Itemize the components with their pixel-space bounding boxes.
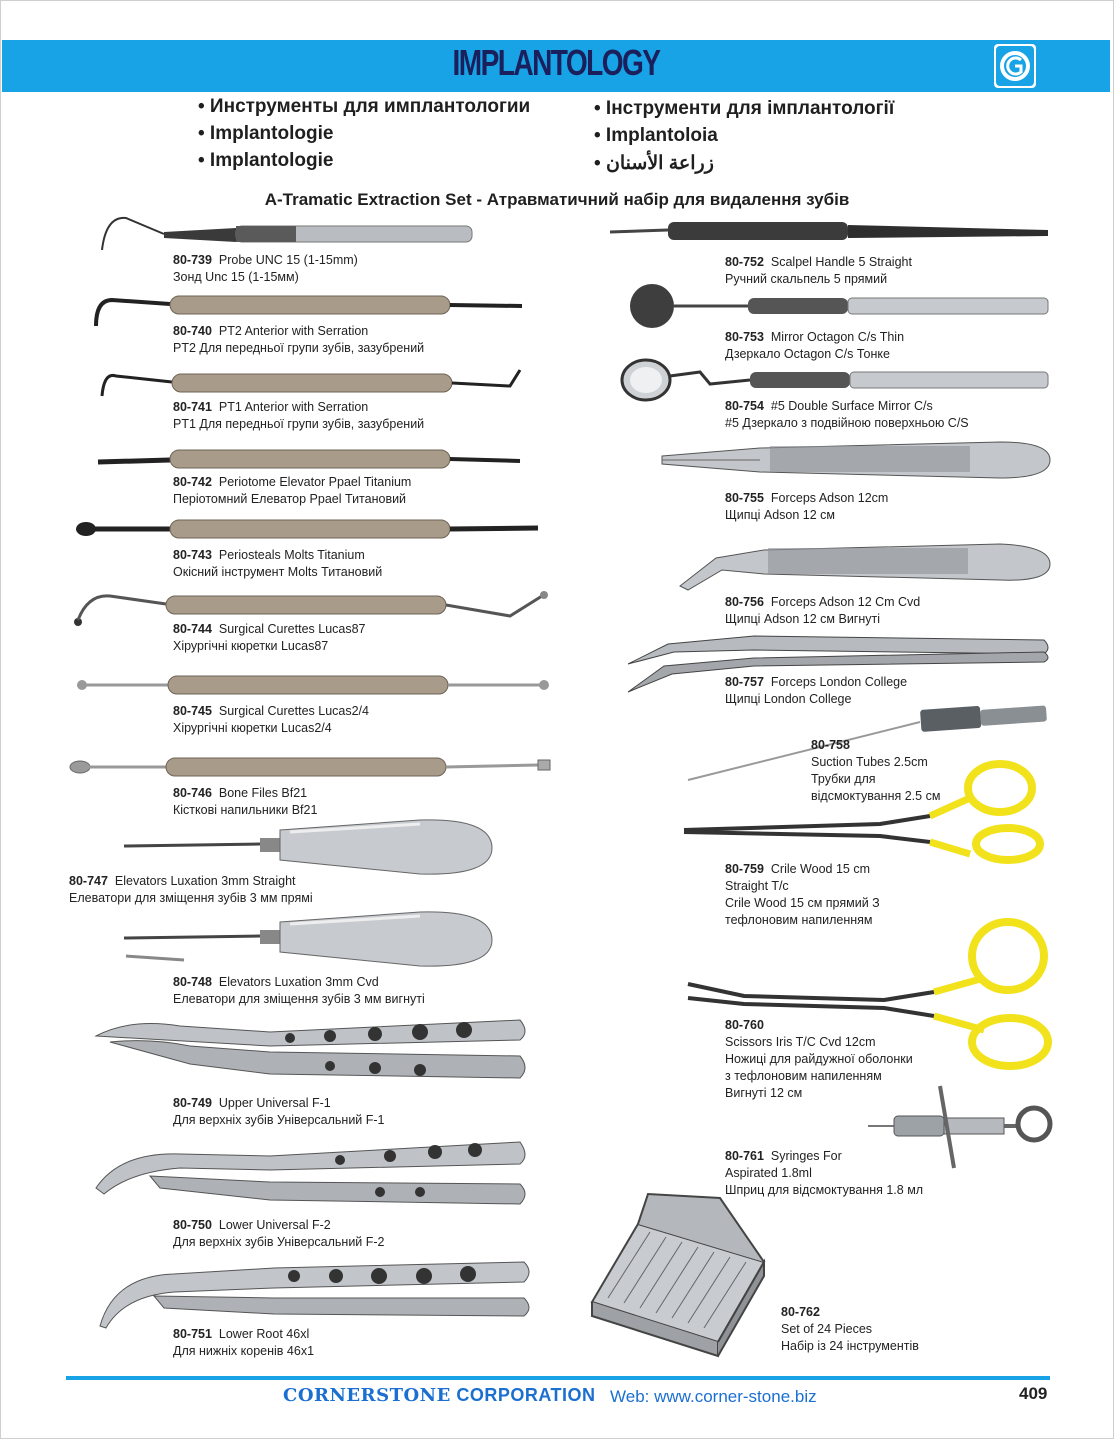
- footer-divider: [66, 1376, 1050, 1380]
- company-name-secondary: CORPORATION: [450, 1385, 596, 1405]
- elevator-curved-image: [120, 910, 500, 972]
- languages-right: [594, 98, 894, 179]
- item-80-749: 80-749 Upper Universal F-1 Для верхніх зубів Універсальний F-1: [173, 1096, 385, 1127]
- item-80-744: 80-744 Surgical Curettes Lucas87 Хірургічні кюретки Lucas87: [173, 622, 366, 653]
- page-number: 409: [1019, 1384, 1048, 1403]
- item-80-748: 80-748 Elevators Luxation 3mm Cvd Елеватори для зміщення зубів 3 мм вигнуті: [173, 975, 425, 1006]
- lang-line: • Implantologie: [198, 123, 334, 144]
- item-80-750: 80-750 Lower Universal F-2 Для верхніх зубів Універсальний F-2: [173, 1218, 385, 1249]
- footer-web-link[interactable]: Web: www.corner-stone.biz: [610, 1387, 817, 1406]
- item-80-753: 80-753 Mirror Octagon C/s Thin Дзеркало Octagon C/s Тонке: [725, 330, 905, 361]
- item-80-752: 80-752 Scalpel Handle 5 Straight Ручний скальпель 5 прямий: [725, 255, 912, 286]
- item-80-760: 80-760 Scissors Iris T/C Cvd 12cm Ножиці для райдужної оболонки з тефлоновим напиленням Вигнуті 12 см: [725, 1018, 913, 1100]
- item-80-755: 80-755 Forceps Adson 12cm Щипці Adson 12 см: [725, 491, 889, 522]
- periosteal-image: [74, 514, 542, 548]
- page-title: IMPLANTOLOGY: [452, 42, 660, 83]
- brand-logo: [994, 44, 1036, 88]
- item-80-739: 80-739 Probe UNC 15 (1-15mm) Зонд Unc 15 (1-15мм): [173, 253, 358, 284]
- header-bar: [2, 40, 1110, 92]
- crile-wood-image: [680, 758, 1054, 862]
- scalpel-handle-image: [608, 216, 1054, 246]
- bone-file-image: [68, 752, 558, 782]
- item-80-740: 80-740 PT2 Anterior with Serration PT2 Для передньої групи зубів, зазубрений: [173, 324, 425, 355]
- item-80-758: 80-758 Suction Tubes 2.5cm Трубки для відсмоктування 2.5 см: [811, 738, 941, 803]
- item-80-751: 80-751 Lower Root 46xl Для нижніх коренів 46х1: [173, 1327, 315, 1358]
- curette-lucas24-image: [74, 670, 554, 700]
- item-80-745: 80-745 Surgical Curettes Lucas2/4 Хірургічні кюретки Lucas2/4: [173, 704, 369, 735]
- probe-image: [96, 210, 476, 256]
- forceps-root-image: [94, 1256, 534, 1332]
- instrument-tray-image: [588, 1192, 770, 1360]
- periotome-image: [94, 444, 524, 478]
- lang-line: • Implantoloia: [594, 125, 718, 146]
- forceps-upper-image: [90, 1012, 534, 1092]
- item-80-743: 80-743 Periosteals Molts Titanium Окісний інструмент Molts Титановий: [173, 548, 383, 579]
- elevator-straight-image: [120, 818, 500, 878]
- forceps-lower-image: [90, 1132, 534, 1212]
- forceps-adson-image: [660, 436, 1054, 486]
- company-name-primary: CORNERSTONE: [283, 1385, 451, 1406]
- footer-company: [283, 1385, 596, 1406]
- set-title: A-Tramatic Extraction Set - Атравматичний набір для видалення зубів: [264, 190, 850, 209]
- item-80-762: 80-762 Set of 24 Pieces Набір із 24 інструментів: [781, 1305, 919, 1353]
- lang-line: • زراعة الأسنان: [594, 153, 714, 174]
- languages-left: [198, 96, 530, 177]
- item-80-761: 80-761 Syringes For Aspirated 1.8ml Шприц для відсмоктування 1.8 мл: [725, 1149, 924, 1197]
- lang-line: • Implantologie: [198, 150, 334, 171]
- item-80-747: 80-747 Elevators Luxation 3mm Straight Елеватори для зміщення зубів 3 мм прямі: [69, 874, 313, 905]
- item-80-741: 80-741 PT1 Anterior with Serration PT1 Для передньої групи зубів, зазубрений: [173, 400, 425, 431]
- item-80-757: 80-757 Forceps London College Щипці London College: [725, 675, 908, 706]
- item-80-742: 80-742 Periotome Elevator Ppael Titanium Періотомний Елеватор Ppael Титановий: [173, 475, 412, 506]
- logo-icon: [994, 44, 1036, 88]
- item-80-756: 80-756 Forceps Adson 12 Cm Cvd Щипці Adson 12 см Вигнуті: [725, 595, 921, 626]
- lang-line: • Інструменти для імплантології: [594, 98, 895, 119]
- forceps-adson-curved-image: [676, 536, 1054, 592]
- item-80-759: 80-759 Crile Wood 15 cm Straight T/c Crile Wood 15 см прямий З тефлоновим напиленням: [725, 862, 880, 927]
- mirror-octagon-image: [628, 282, 1054, 332]
- item-80-754: 80-754 #5 Double Surface Mirror C/s #5 Дзеркало з подвійною поверхньою C/S: [725, 399, 969, 430]
- lang-line: • Инструменты для имплантологии: [198, 96, 531, 117]
- item-80-746: 80-746 Bone Files Bf21 Кісткові напильники Bf21: [173, 786, 318, 817]
